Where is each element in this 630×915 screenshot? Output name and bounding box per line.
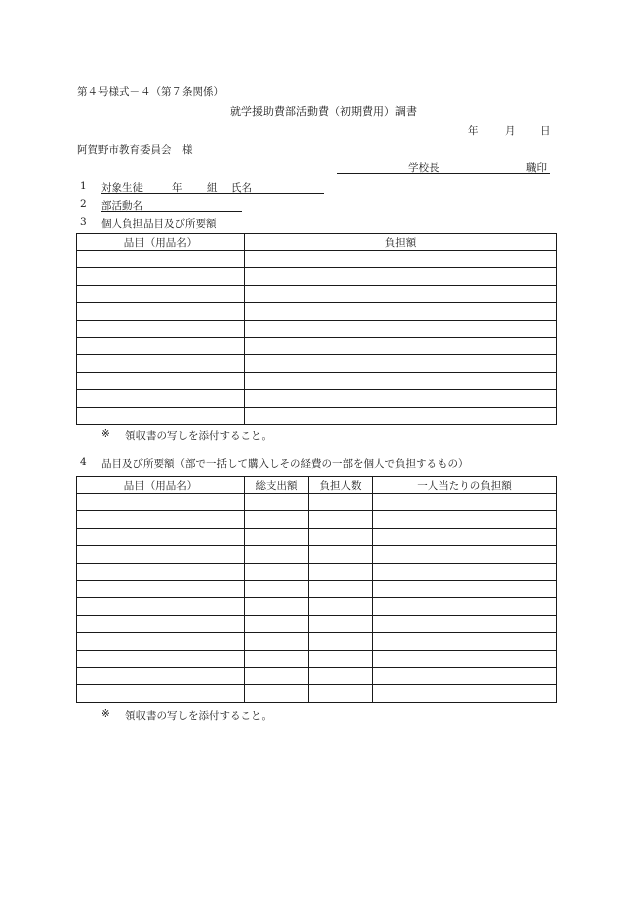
table-row xyxy=(77,390,557,407)
table-row xyxy=(77,268,557,285)
table-cell xyxy=(245,685,309,702)
table-row xyxy=(77,303,557,320)
table-row xyxy=(77,546,557,563)
table-row xyxy=(77,667,557,684)
table-cell xyxy=(373,650,557,667)
table-row xyxy=(77,598,557,615)
table-cell xyxy=(77,528,245,545)
table-cell xyxy=(245,667,309,684)
table-cell xyxy=(77,580,245,597)
table-cell xyxy=(309,494,373,511)
table-row xyxy=(77,685,557,702)
seal-label: 職印 xyxy=(526,162,547,174)
section1-class: 組 xyxy=(207,182,218,194)
table-row xyxy=(77,407,557,424)
table-cell xyxy=(245,615,309,632)
table-cell xyxy=(245,355,557,372)
table-cell xyxy=(245,633,309,650)
table-cell xyxy=(373,494,557,511)
table-header-row xyxy=(77,234,557,251)
table-cell xyxy=(77,337,245,354)
table-cell xyxy=(309,633,373,650)
table-cell xyxy=(245,546,309,563)
table-row xyxy=(77,511,557,528)
table-row xyxy=(77,528,557,545)
table-cell xyxy=(77,494,245,511)
table-row xyxy=(77,580,557,597)
table-cell xyxy=(245,268,557,285)
table-cell xyxy=(77,615,245,632)
table-cell xyxy=(245,372,557,389)
section4-table xyxy=(76,476,557,703)
table-cell xyxy=(77,563,245,580)
section1-name: 氏名 xyxy=(231,182,252,194)
table-cell xyxy=(309,598,373,615)
table-cell xyxy=(245,580,309,597)
table-cell xyxy=(77,546,245,563)
header-total-expense: 総支出額 xyxy=(245,477,309,494)
table-cell xyxy=(77,285,245,302)
table-cell xyxy=(309,650,373,667)
table-cell xyxy=(373,528,557,545)
section1-number: 1 xyxy=(80,180,87,192)
signature-line xyxy=(337,160,550,174)
header-per-person: 一人当たりの負担額 xyxy=(373,477,557,494)
section3-number: 3 xyxy=(80,216,87,228)
table-row xyxy=(77,563,557,580)
table-row xyxy=(77,650,557,667)
table-cell xyxy=(373,580,557,597)
table-cell xyxy=(77,303,245,320)
table-row xyxy=(77,337,557,354)
form-id: 第４号様式－４（第７条関係） xyxy=(77,86,224,98)
table-cell xyxy=(77,372,245,389)
table-cell xyxy=(77,598,245,615)
table-cell xyxy=(245,563,309,580)
table-row xyxy=(77,285,557,302)
section4-label: 品目及び所要額（部で一括して購入しその経費の一部を個人で負担するもの） xyxy=(101,458,469,470)
table-cell xyxy=(245,251,557,268)
table-cell xyxy=(309,511,373,528)
section4-number: 4 xyxy=(80,456,87,468)
table-cell xyxy=(245,337,557,354)
table-cell xyxy=(245,528,309,545)
addressee: 阿賀野市教育委員会 様 xyxy=(77,144,193,156)
table-row xyxy=(77,494,557,511)
table-cell xyxy=(245,494,309,511)
section4-note: 領収書の写しを添付すること。 xyxy=(125,710,272,722)
note-mark: ※ xyxy=(101,708,110,720)
table-cell xyxy=(309,685,373,702)
table-cell xyxy=(373,563,557,580)
table-cell xyxy=(77,268,245,285)
header-item-name: 品目（用品名） xyxy=(77,234,245,251)
table-cell xyxy=(309,563,373,580)
table-cell xyxy=(245,285,557,302)
table-row xyxy=(77,633,557,650)
note-mark: ※ xyxy=(101,428,110,440)
table-cell xyxy=(245,511,309,528)
table-cell xyxy=(373,615,557,632)
table-cell xyxy=(245,407,557,424)
table-row xyxy=(77,355,557,372)
table-cell xyxy=(373,511,557,528)
table-cell xyxy=(77,320,245,337)
table-cell xyxy=(309,667,373,684)
table-cell xyxy=(373,546,557,563)
table-cell xyxy=(373,598,557,615)
table-cell xyxy=(245,303,557,320)
table-cell xyxy=(309,546,373,563)
principal-label: 学校長 xyxy=(408,162,440,174)
table-cell xyxy=(309,615,373,632)
table-cell xyxy=(245,598,309,615)
table-cell xyxy=(77,667,245,684)
table-row xyxy=(77,615,557,632)
table-row xyxy=(77,320,557,337)
table-cell xyxy=(77,685,245,702)
date-year: 年 xyxy=(468,125,479,137)
table-cell xyxy=(245,320,557,337)
table-cell xyxy=(245,390,557,407)
table-cell xyxy=(77,251,245,268)
section1-label: 対象生徒 xyxy=(101,182,143,194)
table-cell xyxy=(77,633,245,650)
table-cell xyxy=(373,685,557,702)
date-day: 日 xyxy=(540,125,551,137)
table-row xyxy=(77,372,557,389)
table-header-row xyxy=(77,477,557,494)
table-cell xyxy=(309,580,373,597)
section2-label: 部活動名 xyxy=(101,200,143,212)
table-cell xyxy=(77,407,245,424)
table-cell xyxy=(77,511,245,528)
table-cell xyxy=(77,390,245,407)
table-cell xyxy=(77,355,245,372)
table-cell xyxy=(77,650,245,667)
header-num-people: 負担人数 xyxy=(309,477,373,494)
table-cell xyxy=(245,650,309,667)
section2-number: 2 xyxy=(80,198,87,210)
form-title: 就学援助費部活動費（初期費用）調書 xyxy=(230,105,417,118)
table-cell xyxy=(373,633,557,650)
header-item-name: 品目（用品名） xyxy=(77,477,245,494)
section1-year: 年 xyxy=(172,182,183,194)
section3-table xyxy=(76,233,557,425)
section3-label: 個人負担品目及び所要額 xyxy=(101,218,217,230)
header-amount: 負担額 xyxy=(245,234,557,251)
table-cell xyxy=(373,667,557,684)
table-row xyxy=(77,251,557,268)
section3-note: 領収書の写しを添付すること。 xyxy=(125,430,272,442)
date-month: 月 xyxy=(505,125,516,137)
table-cell xyxy=(309,528,373,545)
